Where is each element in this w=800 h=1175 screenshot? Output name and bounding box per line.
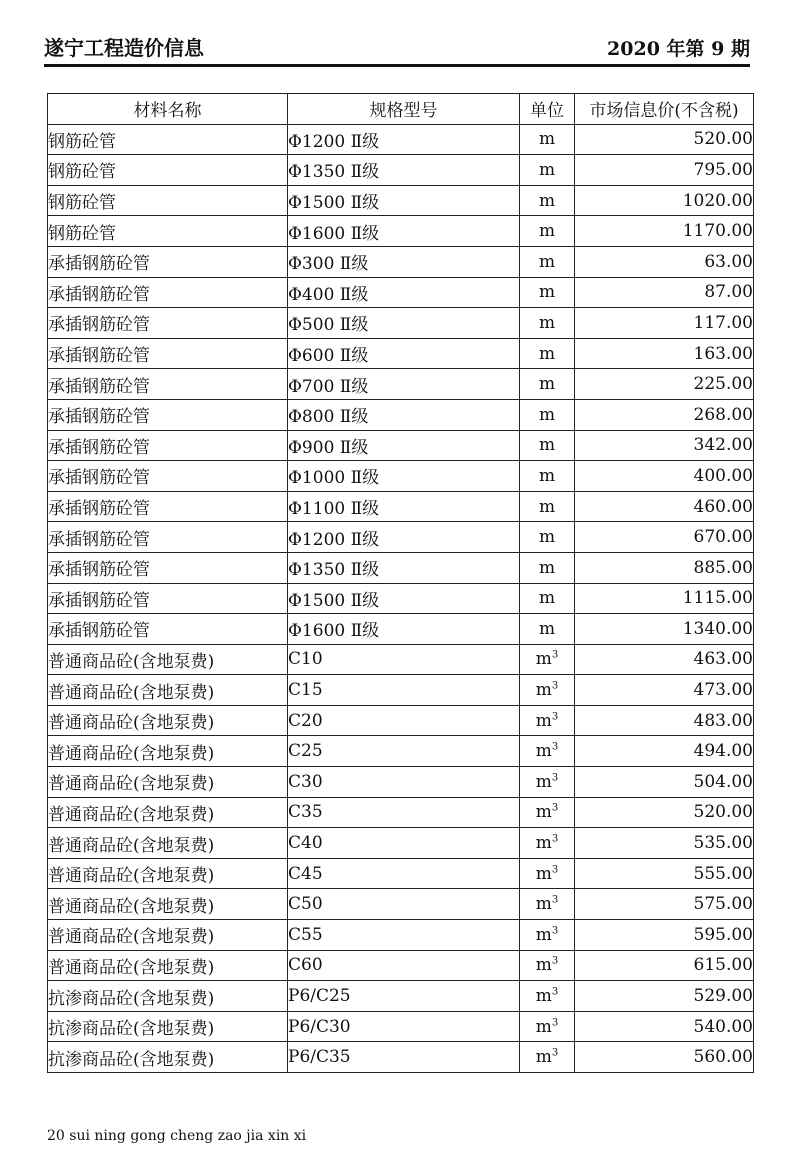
table-row (48, 920, 754, 951)
spec-cell: P6/C25 (288, 981, 520, 1012)
unit-cell (520, 858, 575, 889)
spec-cell: Φ1000 Ⅱ级 (288, 461, 520, 492)
spec-cell: Φ1500 Ⅱ级 (288, 583, 520, 614)
unit-cell (520, 1042, 575, 1073)
price-cell: 795.00 (575, 155, 754, 186)
unit-cell (520, 216, 575, 247)
spec-cell: Φ1600 Ⅱ级 (288, 216, 520, 247)
price-cell: 225.00 (575, 369, 754, 400)
spec-cell: Φ500 Ⅱ级 (288, 308, 520, 339)
material-name-cell: 承插钢筋砼管 (48, 430, 288, 461)
unit-text: m (538, 557, 556, 578)
table-row (48, 552, 754, 583)
unit-text: m (535, 955, 552, 976)
unit-cell (520, 767, 575, 798)
unit-exponent: 3 (551, 802, 559, 814)
table-row (48, 767, 754, 798)
table-body (48, 124, 754, 1072)
unit-cell (520, 950, 575, 981)
unit-cell (520, 155, 575, 186)
table-row (48, 246, 754, 277)
table-row (48, 155, 754, 186)
material-name-cell: 承插钢筋砼管 (48, 583, 288, 614)
unit-text: m (538, 251, 556, 272)
table-row (48, 583, 754, 614)
unit-text: m (538, 129, 556, 150)
price-cell: 529.00 (575, 981, 754, 1012)
unit-cell (520, 491, 575, 522)
table-row (48, 338, 754, 369)
unit-text: m (538, 343, 556, 364)
unit-cell (520, 797, 575, 828)
table-row (48, 430, 754, 461)
material-name-cell: 普通商品砼(含地泵费) (48, 797, 288, 828)
price-cell: 520.00 (575, 797, 754, 828)
material-name-cell: 普通商品砼(含地泵费) (48, 644, 288, 675)
table-row (48, 1011, 754, 1042)
price-cell: 342.00 (575, 430, 754, 461)
unit-text: m (538, 527, 556, 548)
column-header-material-name: 材料名称 (48, 94, 288, 125)
table-row (48, 369, 754, 400)
unit-text: m (538, 282, 556, 303)
unit-cell (520, 124, 575, 155)
spec-cell: Φ1350 Ⅱ级 (288, 155, 520, 186)
price-cell: 1170.00 (575, 216, 754, 247)
price-cell: 268.00 (575, 399, 754, 430)
unit-cell (520, 889, 575, 920)
table-row (48, 705, 754, 736)
spec-cell: C55 (288, 920, 520, 951)
price-cell: 87.00 (575, 277, 754, 308)
material-name-cell: 普通商品砼(含地泵费) (48, 675, 288, 706)
price-cell: 460.00 (575, 491, 754, 522)
table-row (48, 614, 754, 645)
unit-cell (520, 277, 575, 308)
price-cell: 473.00 (575, 675, 754, 706)
unit-exponent: 3 (551, 649, 559, 661)
spec-cell: C45 (288, 858, 520, 889)
unit-text: m (535, 1016, 552, 1037)
table-row (48, 522, 754, 553)
unit-exponent: 3 (551, 833, 559, 845)
unit-cell (520, 736, 575, 767)
material-name-cell: 承插钢筋砼管 (48, 522, 288, 553)
table-row (48, 981, 754, 1012)
spec-cell: C10 (288, 644, 520, 675)
unit-text: m (538, 374, 556, 395)
spec-cell: C50 (288, 889, 520, 920)
unit-cell (520, 644, 575, 675)
table-header-row (48, 94, 754, 125)
unit-text: m (535, 802, 552, 823)
unit-exponent: 3 (551, 772, 559, 784)
spec-cell: C20 (288, 705, 520, 736)
unit-exponent: 3 (551, 863, 559, 875)
unit-exponent: 3 (551, 1047, 559, 1059)
price-table (47, 93, 754, 1073)
table-row (48, 889, 754, 920)
unit-cell (520, 705, 575, 736)
table-row (48, 1042, 754, 1073)
unit-cell (520, 828, 575, 859)
material-name-cell: 承插钢筋砼管 (48, 552, 288, 583)
unit-cell (520, 522, 575, 553)
price-cell: 1020.00 (575, 185, 754, 216)
spec-cell: Φ1500 Ⅱ级 (288, 185, 520, 216)
table-row (48, 950, 754, 981)
material-name-cell: 承插钢筋砼管 (48, 399, 288, 430)
unit-text: m (535, 680, 552, 701)
material-name-cell: 钢筋砼管 (48, 216, 288, 247)
spec-cell: Φ300 Ⅱ级 (288, 246, 520, 277)
unit-exponent: 3 (551, 680, 559, 692)
price-cell: 1115.00 (575, 583, 754, 614)
table-row (48, 797, 754, 828)
price-cell: 575.00 (575, 889, 754, 920)
price-cell: 494.00 (575, 736, 754, 767)
spec-cell: P6/C35 (288, 1042, 520, 1073)
table-row (48, 216, 754, 247)
spec-cell: Φ1350 Ⅱ级 (288, 552, 520, 583)
table-row (48, 277, 754, 308)
price-cell: 595.00 (575, 920, 754, 951)
unit-text: m (538, 588, 556, 609)
publication-title: 遂宁工程造价信息 (44, 36, 204, 60)
unit-text: m (535, 741, 552, 762)
material-name-cell: 承插钢筋砼管 (48, 246, 288, 277)
spec-cell: C40 (288, 828, 520, 859)
material-name-cell: 普通商品砼(含地泵费) (48, 705, 288, 736)
spec-cell: Φ600 Ⅱ级 (288, 338, 520, 369)
spec-cell: Φ400 Ⅱ级 (288, 277, 520, 308)
unit-text: m (538, 496, 556, 517)
spec-cell: Φ900 Ⅱ级 (288, 430, 520, 461)
material-name-cell: 承插钢筋砼管 (48, 338, 288, 369)
spec-cell: Φ1200 Ⅱ级 (288, 522, 520, 553)
table-row (48, 644, 754, 675)
unit-cell (520, 552, 575, 583)
price-cell: 63.00 (575, 246, 754, 277)
unit-cell (520, 246, 575, 277)
price-cell: 520.00 (575, 124, 754, 155)
material-name-cell: 普通商品砼(含地泵费) (48, 736, 288, 767)
unit-text: m (538, 465, 556, 486)
table-row (48, 399, 754, 430)
issue-number: 2020 年第 9 期 (607, 38, 750, 60)
column-header-spec: 规格型号 (288, 94, 520, 125)
price-cell: 555.00 (575, 858, 754, 889)
material-name-cell: 普通商品砼(含地泵费) (48, 767, 288, 798)
unit-cell (520, 369, 575, 400)
spec-cell: C25 (288, 736, 520, 767)
price-cell: 615.00 (575, 950, 754, 981)
price-cell: 483.00 (575, 705, 754, 736)
material-name-cell: 承插钢筋砼管 (48, 308, 288, 339)
unit-text: m (535, 863, 552, 884)
material-name-cell: 抗渗商品砼(含地泵费) (48, 1042, 288, 1073)
unit-cell (520, 185, 575, 216)
material-name-cell: 普通商品砼(含地泵费) (48, 889, 288, 920)
unit-cell (520, 675, 575, 706)
unit-cell (520, 981, 575, 1012)
table-row (48, 491, 754, 522)
unit-exponent: 3 (551, 955, 559, 967)
price-cell: 163.00 (575, 338, 754, 369)
unit-cell (520, 430, 575, 461)
price-cell: 117.00 (575, 308, 754, 339)
unit-exponent: 3 (551, 741, 559, 753)
material-name-cell: 普通商品砼(含地泵费) (48, 950, 288, 981)
table-row (48, 185, 754, 216)
table-row (48, 828, 754, 859)
material-name-cell: 普通商品砼(含地泵费) (48, 858, 288, 889)
unit-cell (520, 920, 575, 951)
price-cell: 670.00 (575, 522, 754, 553)
unit-cell (520, 583, 575, 614)
material-name-cell: 承插钢筋砼管 (48, 614, 288, 645)
page-header (44, 30, 750, 67)
table-row (48, 736, 754, 767)
table-row (48, 124, 754, 155)
unit-text: m (535, 710, 552, 731)
unit-text: m (535, 833, 552, 854)
unit-text: m (538, 435, 556, 456)
unit-text: m (535, 894, 552, 915)
spec-cell: P6/C30 (288, 1011, 520, 1042)
table-row (48, 675, 754, 706)
unit-text: m (535, 924, 552, 945)
table-row (48, 858, 754, 889)
column-header-unit: 单位 (520, 94, 575, 125)
unit-exponent: 3 (551, 1016, 559, 1028)
unit-text: m (538, 618, 556, 639)
unit-exponent: 3 (551, 986, 559, 998)
unit-cell (520, 338, 575, 369)
unit-text: m (535, 1047, 552, 1068)
unit-text: m (538, 221, 556, 242)
spec-cell: Φ1200 Ⅱ级 (288, 124, 520, 155)
column-header-price: 市场信息价(不含税) (575, 94, 754, 125)
table-row (48, 308, 754, 339)
unit-exponent: 3 (551, 894, 559, 906)
spec-cell: C30 (288, 767, 520, 798)
spec-cell: Φ800 Ⅱ级 (288, 399, 520, 430)
unit-cell (520, 1011, 575, 1042)
price-cell: 560.00 (575, 1042, 754, 1073)
material-name-cell: 承插钢筋砼管 (48, 369, 288, 400)
unit-cell (520, 461, 575, 492)
material-name-cell: 承插钢筋砼管 (48, 277, 288, 308)
price-cell: 463.00 (575, 644, 754, 675)
price-cell: 1340.00 (575, 614, 754, 645)
price-cell: 400.00 (575, 461, 754, 492)
unit-text: m (535, 986, 552, 1007)
unit-text: m (538, 312, 556, 333)
table-row (48, 461, 754, 492)
unit-exponent: 3 (551, 925, 559, 937)
material-name-cell: 抗渗商品砼(含地泵费) (48, 981, 288, 1012)
spec-cell: Φ1600 Ⅱ级 (288, 614, 520, 645)
spec-cell: C35 (288, 797, 520, 828)
unit-exponent: 3 (551, 711, 559, 723)
price-cell: 535.00 (575, 828, 754, 859)
material-name-cell: 钢筋砼管 (48, 155, 288, 186)
material-name-cell: 抗渗商品砼(含地泵费) (48, 1011, 288, 1042)
price-cell: 885.00 (575, 552, 754, 583)
material-name-cell: 钢筋砼管 (48, 124, 288, 155)
material-name-cell: 承插钢筋砼管 (48, 491, 288, 522)
unit-cell (520, 614, 575, 645)
spec-cell: C60 (288, 950, 520, 981)
unit-text: m (538, 190, 556, 211)
unit-text: m (538, 404, 556, 425)
price-cell: 540.00 (575, 1011, 754, 1042)
unit-cell (520, 399, 575, 430)
unit-text: m (535, 771, 552, 792)
price-cell: 504.00 (575, 767, 754, 798)
unit-cell (520, 308, 575, 339)
spec-cell: Φ700 Ⅱ级 (288, 369, 520, 400)
material-name-cell: 钢筋砼管 (48, 185, 288, 216)
material-name-cell: 普通商品砼(含地泵费) (48, 828, 288, 859)
spec-cell: C15 (288, 675, 520, 706)
page-footer: 20 sui ning gong cheng zao jia xin xi (47, 1128, 307, 1144)
unit-text: m (538, 159, 556, 180)
unit-text: m (535, 649, 552, 670)
spec-cell: Φ1100 Ⅱ级 (288, 491, 520, 522)
material-name-cell: 承插钢筋砼管 (48, 461, 288, 492)
material-name-cell: 普通商品砼(含地泵费) (48, 920, 288, 951)
